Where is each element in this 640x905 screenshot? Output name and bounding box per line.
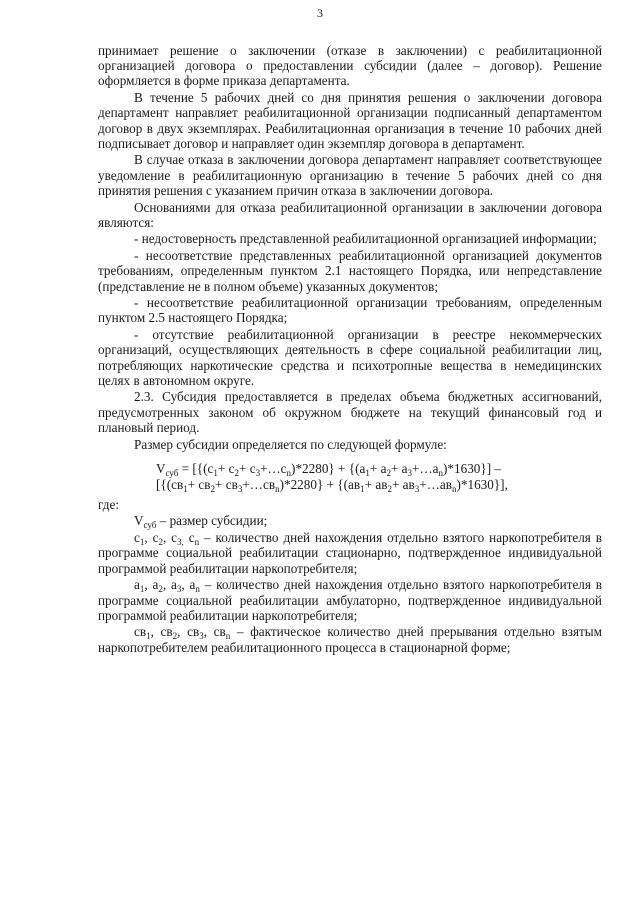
page-number: 3 — [317, 6, 323, 20]
paragraph: - несоответствие реабилитационной организации требованиям, определенным пунктом 2.5 настоящего Порядка; — [98, 295, 602, 326]
paragraph: - отсутствие реабилитационной организации в реестре некоммерческих организаций, осуществляющих деятельность в сфере социальной реабилитации лиц, потребляющих наркотические средства и психотропные вещества в немедицинских целях в автономном округе. — [98, 327, 602, 388]
subsidy-formula — [98, 461, 602, 493]
paragraph: - несоответствие представленных реабилитационной организацией документов требованиям, определенным пунктом 2.1 настоящего Порядка, или непредставление (представление не в полном объеме) указанных документов; — [98, 248, 602, 294]
paragraphs-after-formula — [98, 497, 602, 655]
paragraph: $св_1$, $св_2$, $св_3$, $св_n$ – фактическое количество дней прерывания отдельно взятым наркопотребителем реабилитационного процесса в стационарной форме; — [98, 624, 602, 655]
paragraph: $c_1$, $c_2$, $c_{3,}$ $c_n$ – количество дней нахождения отдельно взятого наркопотребителя в программе социальной реабилитации стационарно, подтвержденное индивидуальной программой реабилитации наркопотребителя; — [98, 530, 603, 576]
document-body — [98, 43, 602, 656]
paragraph: $V_{суб}$ – размер субсидии; — [134, 513, 268, 531]
paragraph: - недостоверность представленной реабилитационной организацией информации; — [134, 231, 597, 247]
paragraph: Размер субсидии определяется по следующей формуле: — [134, 436, 447, 452]
paragraph: Основаниями для отказа реабилитационной организации в заключении договора являются: — [98, 199, 602, 230]
paragraph: В случае отказа в заключении договора департамент направляет соответствующее уведомление в реабилитационную организацию в течение 5 рабочих дней со дня принятия решения с указанием причин отказа в заключении договора. — [98, 152, 602, 198]
paragraph: где: — [98, 496, 119, 512]
formula-line-1: $V_{суб} = [\{(c_1+ c_2+$ $c_3+\dots c_n)*2280\} + \{(a_1+ a_2+$ $a_3+\dots a_n)*1630$}] – — [156, 460, 501, 478]
formula-line-2: [{($св_1+ св_2+$ $св_3+\dots св_n)*2280\} + \{(ав_1+ ав_2+$ $ав_3+\dots ав_n)*1630$}], — [156, 476, 508, 494]
paragraphs-before-formula — [98, 43, 602, 452]
paragraph: 2.3. Субсидия предоставляется в пределах объема бюджетных ассигнований, предусмотренных законом об окружном бюджете на текущий финансовый год и плановый период. — [98, 389, 602, 435]
paragraph: принимает решение о заключении (отказе в заключении) с реабилитационной организацией договора о предоставлении субсидии (далее – договор). Решение оформляется в форме приказа департамента. — [98, 43, 602, 89]
paragraph: В течение 5 рабочих дней со дня принятия решения о заключении договора департамент направляет реабилитационной организации подписанный департаментом договор в двух экземплярах. Реабилитационная организация в течение 10 рабочих дней подписывает договор и направляет один экземпляр договора в департамент. — [98, 90, 602, 151]
paragraph: $a_1$, $a_2$, $a_3$, $a_n$ – количество дней нахождения отдельно взятого наркопотребителя в программе социальной реабилитации амбулаторно, подтвержденное индивидуальной программой реабилитации наркопотребителя; — [98, 577, 603, 623]
